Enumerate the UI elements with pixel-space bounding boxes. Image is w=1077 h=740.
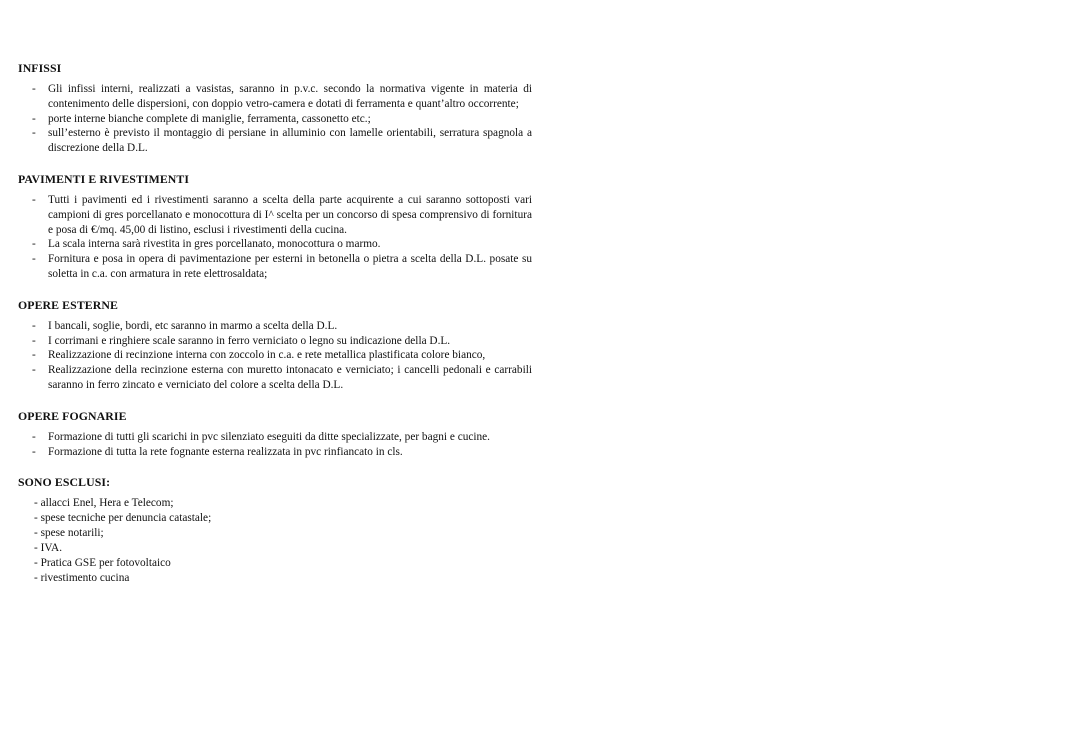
list-item: - sull’esterno è previsto il montaggio di persiane in alluminio con lamelle orientabili, serratura spagnola a discrezione della D.L. [18, 126, 532, 156]
item-list [18, 319, 532, 393]
exclusion-list [18, 496, 532, 586]
item-list [18, 430, 532, 460]
list-item: - allacci Enel, Hera e Telecom; [34, 497, 174, 510]
list-item: - rivestimento cucina [34, 572, 130, 585]
list-item: - Formazione di tutti gli scarichi in pvc silenziato eseguiti da ditte specializzate, per bagni e cucine. [18, 430, 532, 445]
list-item: - Realizzazione della recinzione esterna con muretto intonacato e verniciato; i cancelli pedonali e carrabili saranno in ferro zincato e verniciato del colore a scelta della D.L. [18, 363, 532, 393]
list-item: - spese notarili; [34, 527, 104, 540]
list-item: - Realizzazione di recinzione interna con zoccolo in c.a. e rete metallica plastificata colore bianco, [18, 348, 532, 363]
section-title: OPERE FOGNARIE [18, 408, 127, 423]
list-item: - Tutti i pavimenti ed i rivestimenti saranno a scelta della parte acquirente a cui saranno sottoposti vari campioni di gres porcellanato e monocottura di I^ scelta per un concorso di spesa comprensivo di fornitura e posa di €/mq. 45,00 di listino, esclusi i rivestimenti della cucina. [18, 193, 532, 237]
list-item: - La scala interna sarà rivestita in gres porcellanato, monocottura o marmo. [18, 237, 532, 252]
list-item: - porte interne bianche complete di maniglie, ferramenta, cassonetto etc.; [18, 112, 532, 127]
list-item: - Gli infissi interni, realizzati a vasistas, saranno in p.v.c. secondo la normativa vigente in materia di contenimento delle dispersioni, con doppio vetro-camera e dotati di ferramenta e quant’altro occorrente; [18, 82, 532, 112]
list-item: - spese tecniche per denuncia catastale; [34, 512, 212, 525]
section-opere-fognarie [18, 409, 532, 460]
section-title: SONO ESCLUSI: [18, 475, 111, 490]
list-item: - Fornitura e posa in opera di pavimentazione per esterni in betonella o pietra a scelta della D.L. posate su soletta in c.a. con armatura in rete elettrosaldata; [18, 252, 532, 282]
list-item: - Formazione di tutta la rete fognante esterna realizzata in pvc rinfiancato in cls. [18, 445, 532, 460]
document-page [18, 61, 532, 602]
item-list [18, 193, 532, 282]
section-title: INFISSI [18, 61, 62, 75]
section-title: OPERE ESTERNE [18, 297, 118, 312]
list-item: - Pratica GSE per fotovoltaico [34, 557, 171, 570]
section-title: PAVIMENTI E RIVESTIMENTI [18, 171, 190, 186]
list-item: - I bancali, soglie, bordi, etc saranno in marmo a scelta della D.L. [18, 319, 532, 334]
list-item: - IVA. [34, 542, 63, 555]
list-item: - I corrimani e ringhiere scale saranno in ferro verniciato o legno su indicazione della D.L. [18, 334, 532, 349]
section-esclusi [18, 475, 532, 586]
item-list [18, 82, 532, 156]
section-opere-esterne [18, 298, 532, 393]
section-pavimenti [18, 172, 532, 282]
section-infissi [18, 61, 532, 156]
